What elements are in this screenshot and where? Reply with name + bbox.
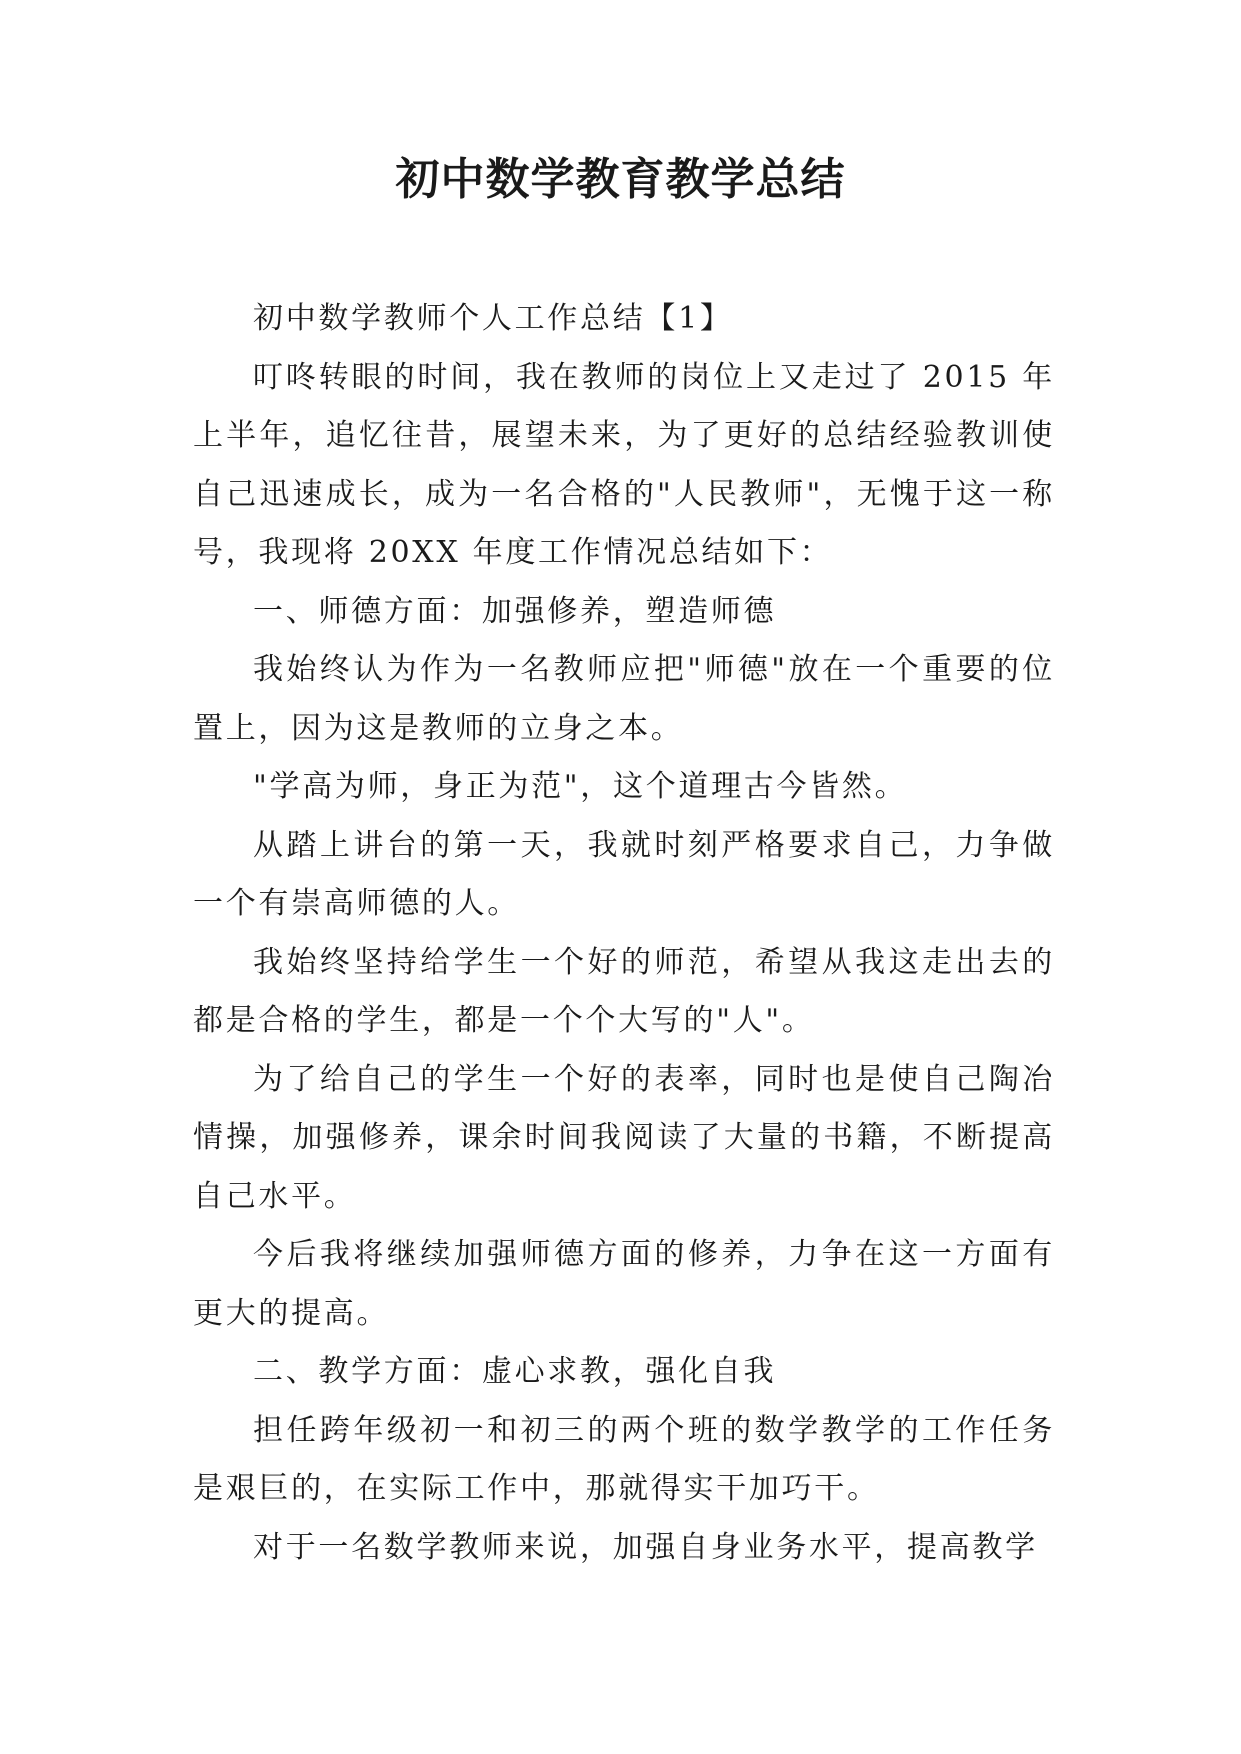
paragraph: 从踏上讲台的第一天，我就时刻严格要求自己，力争做一个有崇高师德的人。 xyxy=(193,827,1055,921)
paragraph: 叮咚转眼的时间，我在教师的岗位上又走过了 2015 年上半年，追忆往昔，展望未来，为了更好的总结经验教训使自己迅速成长，成为一名合格的"人民教师"，无愧于这一称号，我现将 20XX 年度工作情况总结如下： xyxy=(193,359,1055,570)
document-body xyxy=(193,290,1055,1577)
section-heading: 初中数学教师个人工作总结【1】 xyxy=(253,301,733,336)
paragraph: 我始终认为作为一名教师应把"师德"放在一个重要的位置上，因为这是教师的立身之本。 xyxy=(193,652,1055,746)
paragraph: 担任跨年级初一和初三的两个班的数学教学的工作任务是艰巨的，在实际工作中，那就得实干加巧干。 xyxy=(193,1412,1055,1506)
section-heading: 一、师德方面：加强修养，塑造师德 xyxy=(253,593,777,629)
paragraph: "学高为师，身正为范"，这个道理古今皆然。 xyxy=(253,769,908,804)
document-title: 初中数学教育教学总结 xyxy=(395,154,846,205)
paragraph: 今后我将继续加强师德方面的修养，力争在这一方面有更大的提高。 xyxy=(193,1237,1055,1331)
section-heading: 二、教学方面：虚心求教，强化自我 xyxy=(253,1354,777,1389)
paragraph: 对于一名数学教师来说，加强自身业务水平，提高教学 xyxy=(253,1529,1038,1565)
paragraph: 我始终坚持给学生一个好的师范，希望从我这走出去的都是合格的学生，都是一个个大写的"人"。 xyxy=(193,944,1055,1038)
paragraph: 为了给自己的学生一个好的表率，同时也是使自己陶冶情操，加强修养，课余时间我阅读了大量的书籍，不断提高自己水平。 xyxy=(193,1061,1055,1214)
